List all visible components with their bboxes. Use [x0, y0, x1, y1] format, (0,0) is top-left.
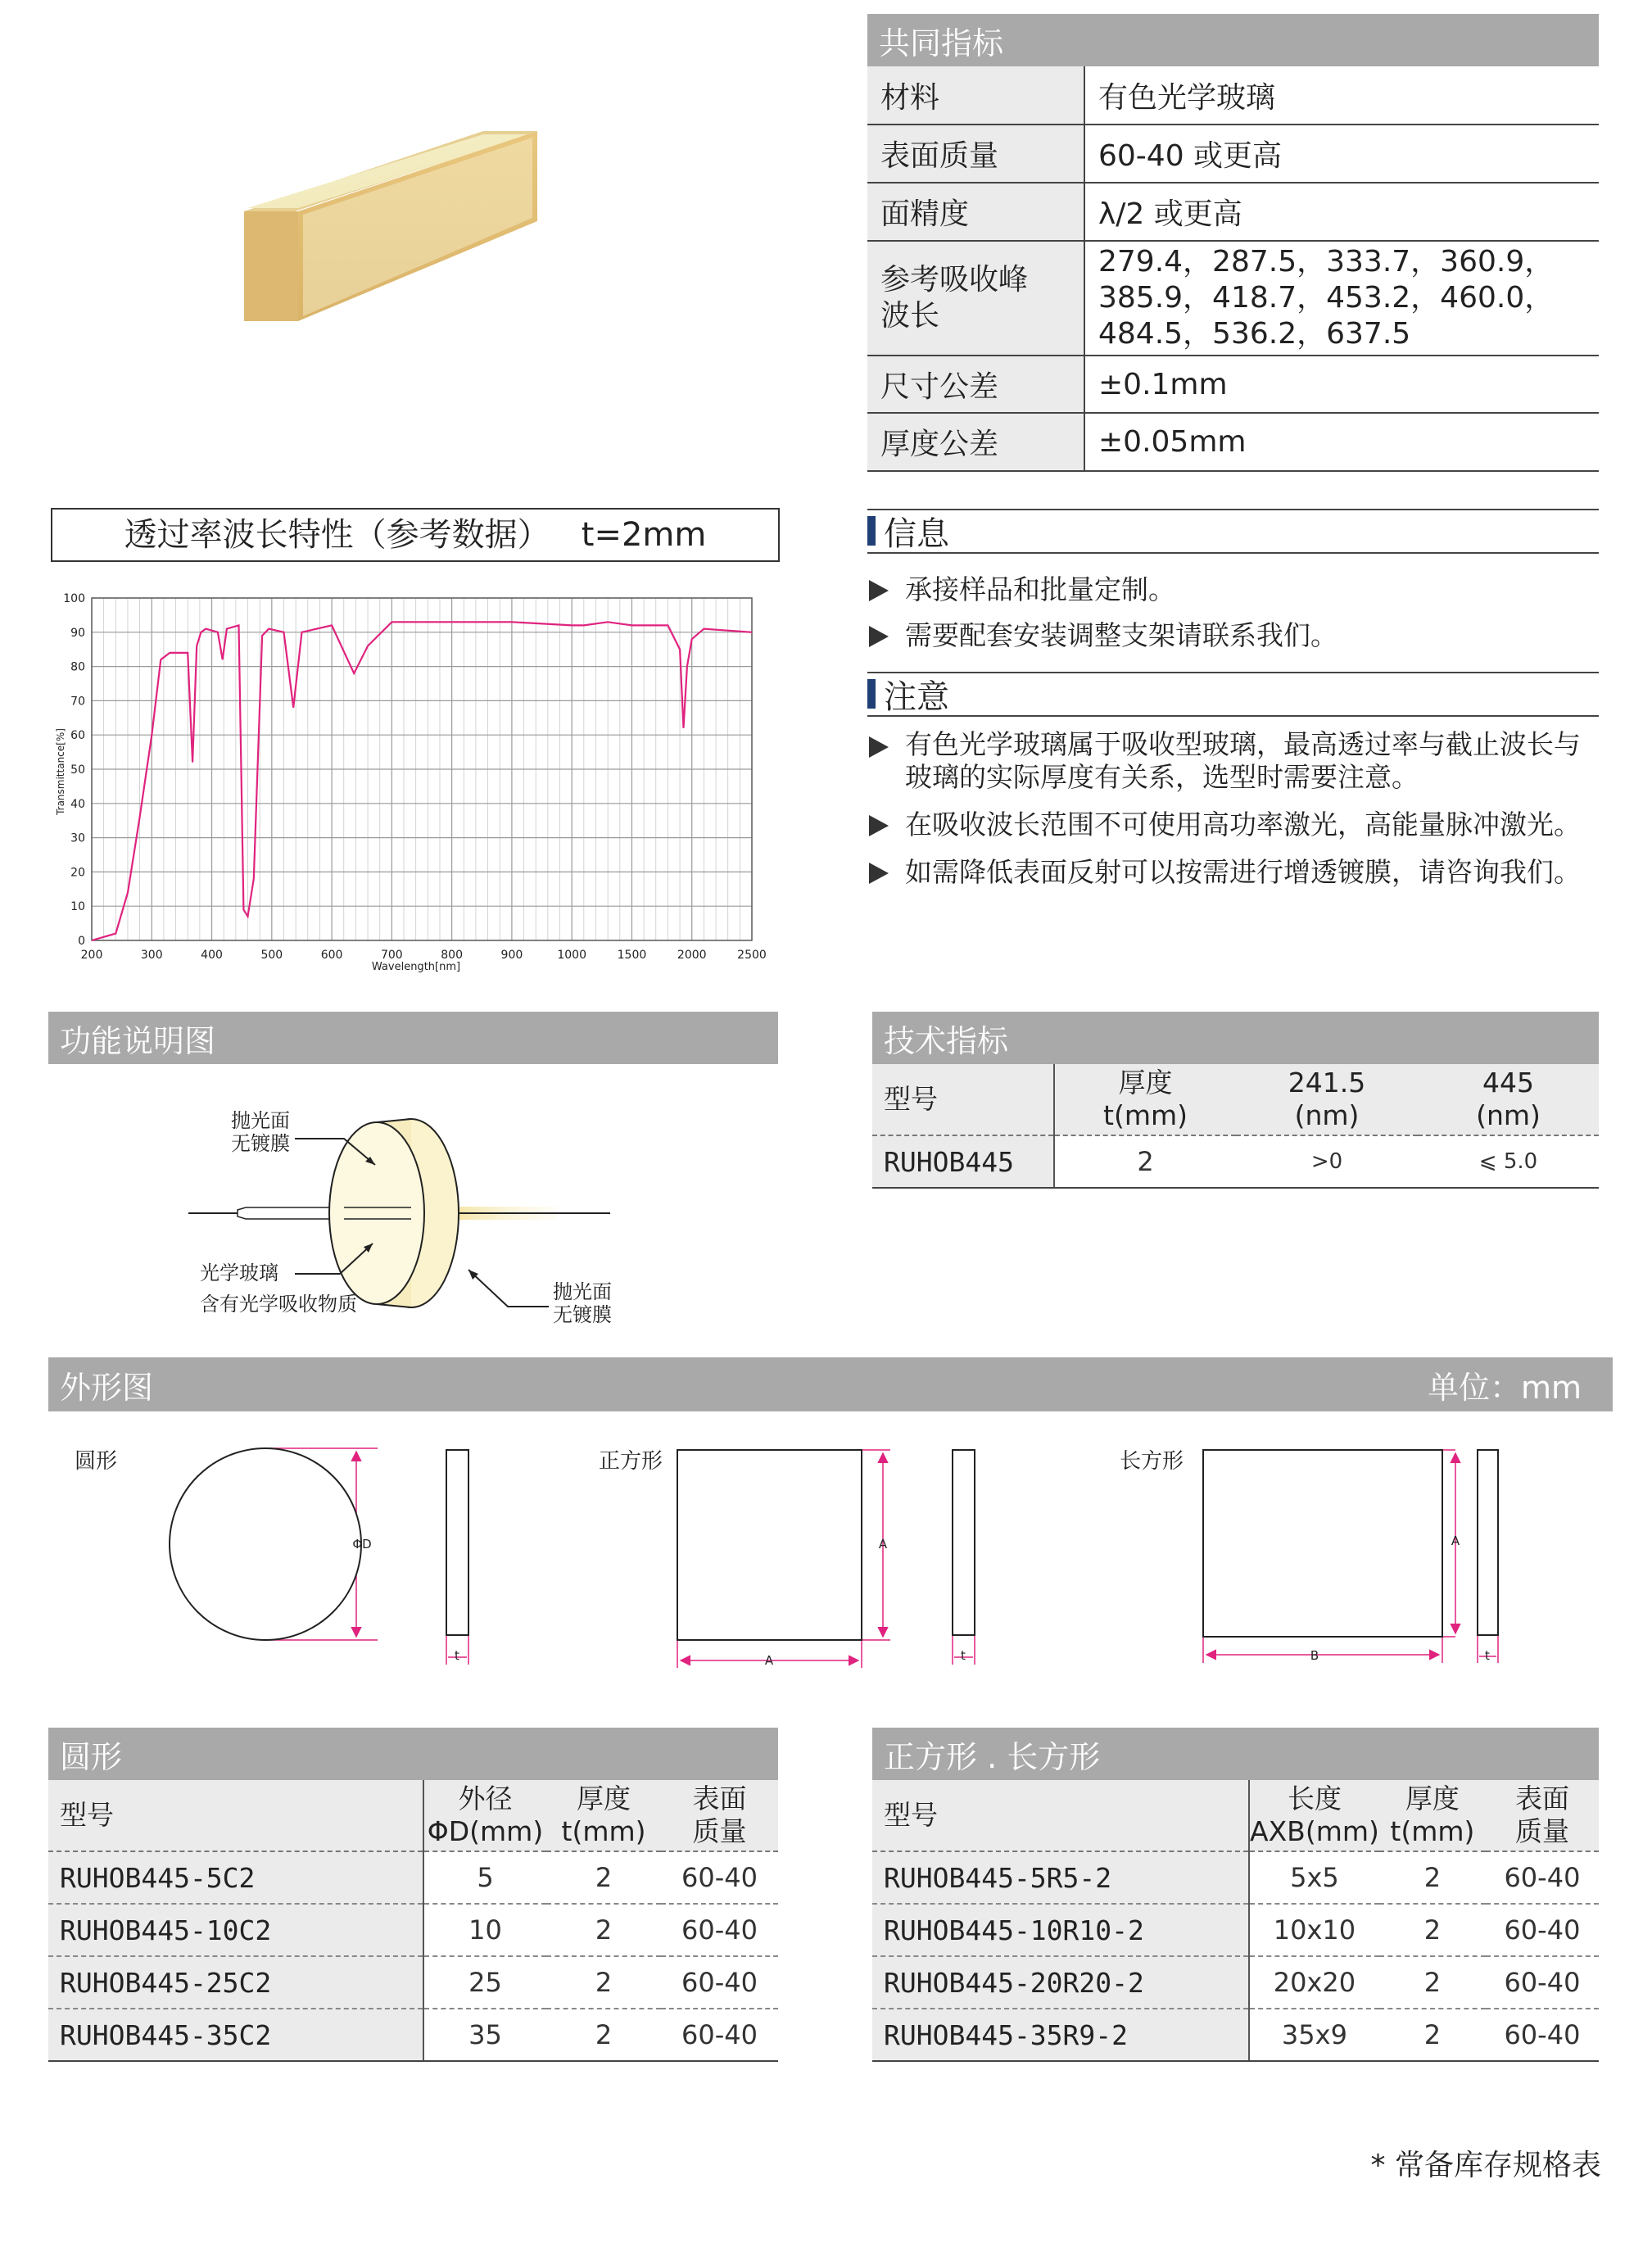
y-tick-label: 40	[70, 797, 85, 811]
function-diagram	[180, 1098, 622, 1343]
model-cell: RUHOB445-25C2	[48, 1956, 423, 2009]
leader-line	[468, 1270, 549, 1307]
thickness-cell: 2	[546, 1904, 661, 1956]
y-tick-label: 30	[70, 831, 85, 845]
info-item: 需要配套安装调整支架请联系我们。	[867, 618, 1604, 654]
thickness-cell: 2	[546, 1956, 661, 2009]
y-tick-label: 10	[70, 900, 85, 914]
spec-key: 面精度	[867, 183, 1084, 241]
spec-key: 表面质量	[867, 125, 1084, 183]
surface-cell: 60-40	[661, 1851, 778, 1904]
spec-key: 材料	[867, 66, 1084, 125]
model-cell: RUHOB445-10C2	[48, 1904, 423, 1956]
spec-value: 60-40 或更高	[1084, 125, 1599, 183]
info-list	[867, 572, 1604, 664]
spec-row	[867, 356, 1599, 413]
model-cell: RUHOB445-35R9-2	[872, 2009, 1249, 2061]
notice-top-rule	[867, 672, 1599, 673]
info-top-rule	[867, 509, 1599, 510]
label-polished: 抛光面	[231, 1109, 290, 1132]
shape-drawings	[48, 1425, 1613, 1679]
notice-item: 有色光学玻璃属于吸收型玻璃，最高透过率与截止波长与 玻璃的实际厚度有关系，选型时需要注意。	[867, 728, 1613, 794]
col-model: 型号	[48, 1780, 423, 1851]
table-row	[48, 1904, 778, 1956]
y-tick-label: 80	[70, 660, 85, 674]
notice-item: 在吸收波长范围不可使用高功率激光，高能量脉冲激光。	[867, 807, 1613, 843]
function-title: 功能说明图	[60, 1022, 216, 1059]
notice-bottom-rule	[867, 715, 1599, 717]
dim-t-label: t	[961, 1648, 966, 1663]
table-row	[872, 1904, 1599, 1956]
spec-row	[867, 241, 1599, 356]
label-optical-glass: 光学玻璃	[200, 1262, 278, 1284]
table-row	[872, 1956, 1599, 2009]
rect-label: 长方形	[1120, 1449, 1184, 1474]
spec-value: λ/2 或更高	[1084, 183, 1599, 241]
transmittance-chart	[41, 582, 778, 983]
table-row	[48, 2009, 778, 2061]
table-header-row	[872, 1780, 1599, 1851]
surface-cell: 60-40	[661, 1904, 778, 1956]
col-surface: 表面 质量	[661, 1780, 778, 1851]
length-cell: 10x10	[1249, 1904, 1379, 1956]
diameter-cell: 5	[423, 1851, 546, 1904]
surface-cell: 60-40	[1486, 1851, 1599, 1904]
round-outline	[170, 1448, 361, 1640]
lens-front-face	[329, 1122, 424, 1304]
col-model: 型号	[872, 1064, 1054, 1135]
spec-value: ±0.05mm	[1084, 413, 1599, 471]
diameter-cell: 35	[423, 2009, 546, 2061]
shape-title: 外形图	[60, 1369, 154, 1406]
round-spec-table	[48, 1780, 778, 2062]
x-tick-label: 900	[500, 949, 523, 962]
notice-list	[867, 728, 1613, 900]
thickness-cell: 2	[1379, 1851, 1486, 1904]
spec-key: 参考吸收峰 波长	[867, 241, 1084, 356]
info-mark	[867, 516, 876, 546]
length-cell: 5x5	[1249, 1851, 1379, 1904]
col-model: 型号	[872, 1780, 1249, 1851]
label-polished: 抛光面	[553, 1280, 612, 1303]
notice-mark	[867, 679, 876, 709]
dim-b-label: B	[1310, 1648, 1319, 1663]
footnote: * 常备库存规格表	[1370, 2149, 1601, 2182]
transmittance-line	[92, 622, 752, 940]
function-header	[48, 1012, 778, 1064]
model-cell: RUHOB445-35C2	[48, 2009, 423, 2061]
rect-outline	[1203, 1450, 1442, 1637]
model-cell: RUHOB445-5R5-2	[872, 1851, 1249, 1904]
notice-item: 如需降低表面反射可以按需进行增透镀膜，请咨询我们。	[867, 854, 1613, 890]
x-tick-label: 1500	[617, 949, 647, 962]
col-241nm: 241.5 (nm)	[1236, 1064, 1418, 1135]
spec-row	[867, 66, 1599, 125]
y-tick-label: 90	[70, 626, 85, 640]
thickness-cell: 2	[546, 1851, 661, 1904]
round-side-view	[446, 1450, 468, 1635]
common-spec-header	[867, 14, 1599, 66]
x-tick-label: 300	[140, 949, 163, 962]
rect-side-view	[1478, 1450, 1498, 1635]
col-thickness: 厚度 t(mm)	[1054, 1064, 1236, 1135]
model-cell: RUHOB445	[872, 1135, 1054, 1188]
table-header-row	[48, 1780, 778, 1851]
col-length: 长度 AXB(mm)	[1249, 1780, 1379, 1851]
x-tick-label: 200	[80, 949, 103, 962]
square-side-view	[953, 1450, 975, 1635]
rect-table-header	[872, 1728, 1599, 1780]
incoming-beam-arrow	[238, 1207, 332, 1219]
length-cell: 20x20	[1249, 1956, 1379, 2009]
dim-t-label: t	[455, 1648, 459, 1663]
round-table-header	[48, 1728, 778, 1780]
col-thickness: 厚度 t(mm)	[546, 1780, 661, 1851]
square-label: 正方形	[599, 1449, 663, 1474]
value-cell: ⩽ 5.0	[1418, 1135, 1599, 1188]
round-table-title: 圆形	[60, 1738, 123, 1775]
col-thickness: 厚度 t(mm)	[1379, 1780, 1486, 1851]
spec-row	[867, 413, 1599, 471]
chart-title: 透过率波长特性（参考数据） t=2mm	[51, 508, 780, 562]
info-title: 信息	[884, 514, 949, 553]
model-cell: RUHOB445-5C2	[48, 1851, 423, 1904]
notice-heading	[867, 674, 949, 714]
thickness-cell: 2	[1379, 1956, 1486, 2009]
square-outline	[677, 1450, 862, 1640]
spec-key: 厚度公差	[867, 413, 1084, 471]
rect-spec-table	[872, 1780, 1599, 2062]
spec-row	[867, 183, 1599, 241]
model-cell: RUHOB445-10R10-2	[872, 1904, 1249, 1956]
info-heading	[867, 511, 949, 553]
col-surface: 表面 质量	[1486, 1780, 1599, 1851]
dim-a-label: A	[764, 1653, 774, 1668]
x-tick-label: 600	[320, 949, 343, 962]
rect-table-title: 正方形 . 长方形	[884, 1738, 1101, 1775]
thickness-cell: 2	[1379, 2009, 1486, 2061]
surface-cell: 60-40	[1486, 1904, 1599, 1956]
y-tick-label: 70	[70, 695, 85, 709]
tech-spec-header	[872, 1012, 1599, 1064]
y-tick-label: 100	[63, 592, 85, 605]
y-tick-label: 20	[70, 866, 85, 880]
thickness-cell: 2	[1379, 1904, 1486, 1956]
surface-cell: 60-40	[661, 2009, 778, 2061]
x-tick-label: 400	[201, 949, 223, 962]
y-tick-label: 0	[78, 935, 85, 948]
table-header-row	[872, 1064, 1599, 1135]
col-445nm: 445 (nm)	[1418, 1064, 1599, 1135]
col-diameter: 外径 ΦD(mm)	[423, 1780, 546, 1851]
common-spec-table	[867, 66, 1599, 472]
diameter-cell: 10	[423, 1904, 546, 1956]
round-label: 圆形	[75, 1449, 118, 1474]
surface-cell: 60-40	[1486, 1956, 1599, 2009]
spec-row	[867, 125, 1599, 183]
unit-label: 单位：mm	[1427, 1369, 1582, 1406]
info-bottom-rule	[867, 552, 1599, 554]
y-axis-label: Transmittance[%]	[55, 728, 66, 815]
thickness-cell: 2	[1054, 1135, 1236, 1188]
label-uncoated: 无镀膜	[231, 1132, 290, 1155]
dim-d-label: ΦD	[352, 1537, 372, 1552]
x-tick-label: 2500	[737, 949, 767, 962]
surface-cell: 60-40	[661, 1956, 778, 2009]
model-cell: RUHOB445-20R20-2	[872, 1956, 1249, 2009]
x-tick-label: 700	[380, 949, 403, 962]
label-absorbing-material: 含有光学吸收物质	[200, 1293, 357, 1316]
table-row	[872, 2009, 1599, 2061]
shape-header	[48, 1357, 1613, 1411]
table-row	[872, 1851, 1599, 1904]
dim-a-label: A	[1451, 1533, 1460, 1548]
length-cell: 35x9	[1249, 2009, 1379, 2061]
x-tick-label: 800	[441, 949, 464, 962]
value-cell: >0	[1236, 1135, 1418, 1188]
dim-a-label: A	[878, 1537, 888, 1552]
spec-value: 279.4，287.5，333.7，360.9， 385.9，418.7，453.2，460.0， 484.5，536.2，637.5	[1084, 241, 1599, 356]
x-tick-label: 1000	[557, 949, 587, 962]
spec-key: 尺寸公差	[867, 356, 1084, 413]
table-row	[872, 1135, 1599, 1188]
y-tick-label: 60	[70, 729, 85, 743]
dim-t-label: t	[1485, 1648, 1490, 1663]
info-item: 承接样品和批量定制。	[867, 572, 1604, 608]
x-tick-label: 500	[260, 949, 283, 962]
table-row	[48, 1851, 778, 1904]
surface-cell: 60-40	[1486, 2009, 1599, 2061]
tech-spec-table	[872, 1064, 1599, 1189]
x-axis-label: Wavelength[nm]	[371, 961, 461, 973]
spec-value: 有色光学玻璃	[1084, 66, 1599, 125]
table-row	[48, 1956, 778, 2009]
x-tick-label: 2000	[677, 949, 707, 962]
spec-value: ±0.1mm	[1084, 356, 1599, 413]
thickness-cell: 2	[546, 2009, 661, 2061]
diameter-cell: 25	[423, 1956, 546, 2009]
notice-title: 注意	[884, 677, 949, 716]
common-spec-title: 共同指标	[879, 25, 1004, 61]
tech-spec-title: 技术指标	[884, 1022, 1009, 1059]
product-photo	[229, 123, 557, 336]
y-tick-label: 50	[70, 763, 85, 777]
label-uncoated: 无镀膜	[553, 1303, 612, 1326]
